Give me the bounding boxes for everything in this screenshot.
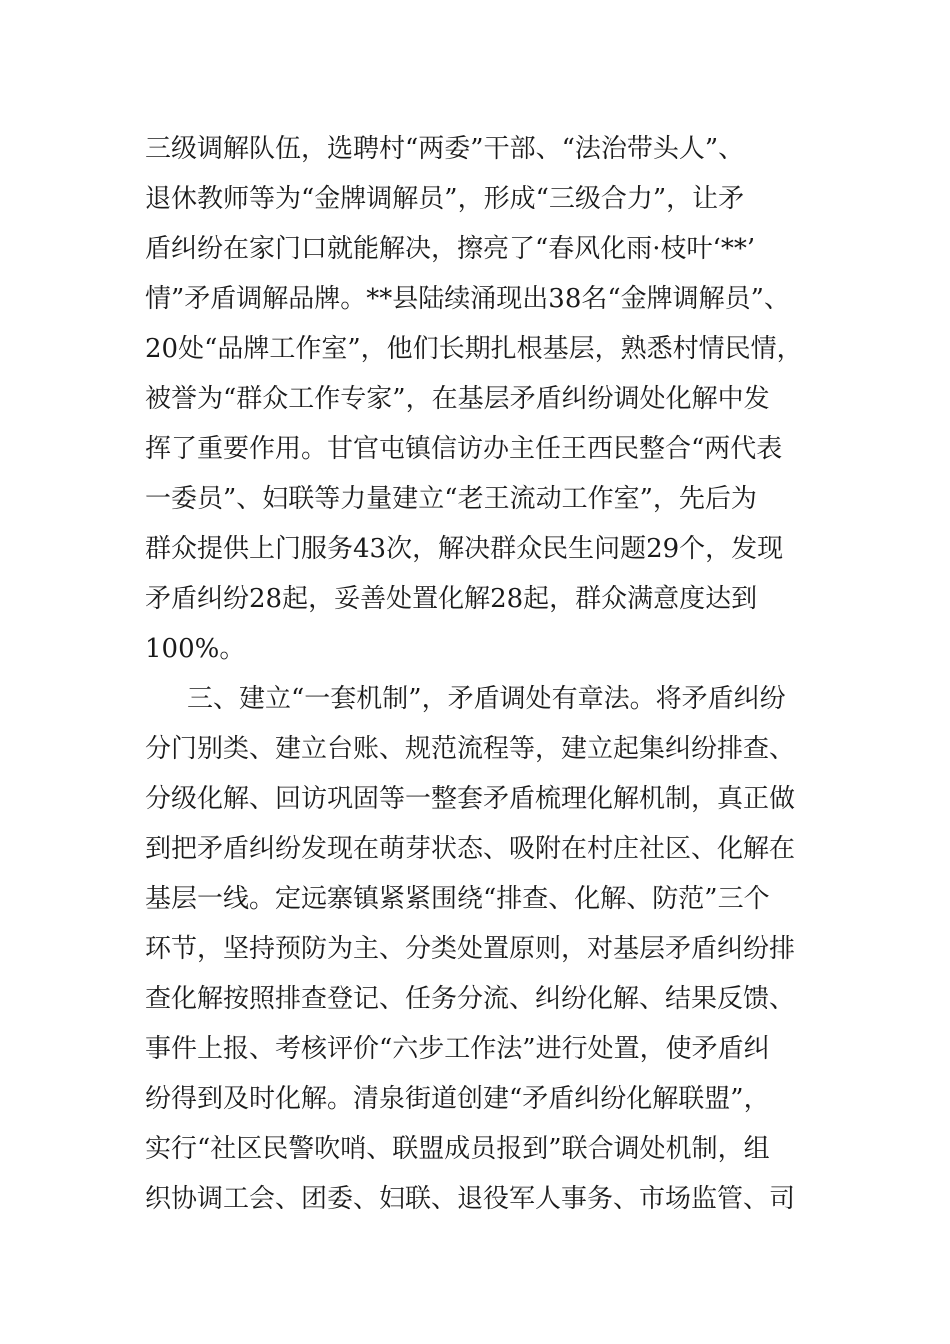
text-line: 实行“社区民警吹哨、联盟成员报到”联合调处机制，组 [145,1134,770,1164]
text-line: 群众提供上门服务43次，解决群众民生问题29个，发现 [145,534,784,564]
text-line: 分级化解、回访巩固等一整套矛盾梳理化解机制，真正做 [145,784,796,814]
text-line: 被誉为“群众工作专家”，在基层矛盾纠纷调处化解中发 [145,384,770,414]
text-line: 退休教师等为“金牌调解员”，形成“三级合力”，让矛 [145,184,745,214]
text-line: 事件上报、考核评价“六步工作法”进行处置，使矛盾纠 [145,1034,770,1064]
document-body [145,124,845,1224]
text-line: 三级调解队伍，选聘村“两委”干部、“法治带头人”、 [145,134,745,164]
paragraph-2 [145,674,845,1224]
text-line: 分门别类、建立台账、规范流程等，建立起集纠纷排查、 [145,734,796,764]
text-line: 环节，坚持预防为主、分类处置原则，对基层矛盾纠纷排 [145,934,796,964]
text-line: 基层一线。定远寨镇紧紧围绕“排查、化解、防范”三个 [145,884,770,914]
text-line: 织协调工会、团委、妇联、退役军人事务、市场监管、司 [145,1184,796,1214]
text-line: 20处“品牌工作室”，他们长期扎根基层，熟悉村情民情， [145,334,803,364]
text-line: 查化解按照排查登记、任务分流、纠纷化解、结果反馈、 [145,984,796,1014]
text-line: 一委员”、妇联等力量建立“老王流动工作室”，先后为 [145,484,757,514]
paragraph-1 [145,124,845,674]
text-line: 情”矛盾调解品牌。**县陆续涌现出38名“金牌调解员”、 [145,284,790,314]
text-line: 矛盾纠纷28起，妥善处置化解28起，群众满意度达到 [145,584,758,614]
text-line: 纷得到及时化解。清泉街道创建“矛盾纠纷化解联盟”， [145,1084,770,1114]
text-line: 盾纠纷在家门口就能解决，擦亮了“春风化雨·枝叶‘**’ [145,234,756,264]
text-line: 到把矛盾纠纷发现在萌芽状态、吸附在村庄社区、化解在 [145,834,796,864]
text-line: 三、建立“一套机制”，矛盾调处有章法。将矛盾纠纷 [187,684,786,714]
text-line: 挥了重要作用。甘官屯镇信访办主任王西民整合“两代表 [145,434,783,464]
text-line: 100%。 [145,634,246,664]
